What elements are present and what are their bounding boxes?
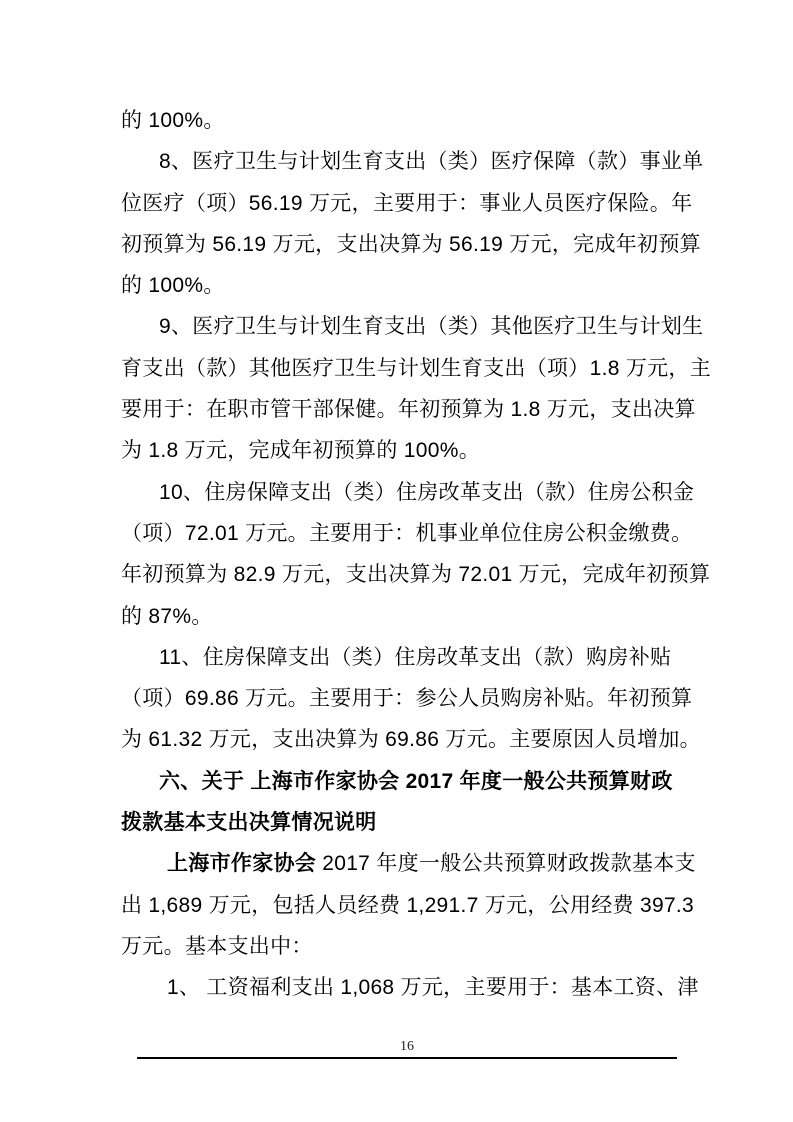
line-text: 9、医疗卫生与计划生育支出（类）其他医疗卫生与计划生: [159, 315, 704, 339]
line-text: 初预算为 56.19 万元，支出决算为 56.19 万元，完成年初预算: [121, 232, 701, 256]
text-line: [121, 554, 711, 595]
text-line: [121, 265, 685, 306]
text-line-item-10: [121, 472, 695, 513]
text-line: [121, 224, 701, 265]
line-text: 要用于：在职市管干部保健。年初预算为 1.8 万元，支出决算: [121, 398, 696, 422]
org-name-text: 上海市作家协会: [167, 852, 317, 876]
text-line: [121, 678, 693, 719]
line-text: （项）69.86 万元。主要用于：参公人员购房补贴。年初预算: [121, 687, 693, 711]
line-text: 2017 年度一般公共预算财政拨款基本支: [316, 852, 696, 876]
text-line-item-11: [121, 637, 685, 678]
line-text: 为 61.32 万元，支出决算为 69.86 万元。主要原因人员增加。: [121, 728, 701, 752]
text-line-item-1: [121, 967, 699, 1008]
line-text: 年初预算为 82.9 万元，支出决算为 72.01 万元，完成年初预算: [121, 563, 711, 587]
text-line: [121, 430, 685, 471]
text-line: [121, 100, 685, 141]
line-text: 的 100%。: [121, 274, 225, 298]
line-text: 万元。基本支出中：: [121, 934, 313, 958]
section-heading-line: [121, 761, 685, 802]
text-line: [121, 885, 695, 926]
text-line: [121, 389, 696, 430]
line-text: 的 100%。: [121, 109, 225, 132]
section-heading-line: [121, 802, 685, 843]
text-line: [121, 926, 685, 967]
text-line: [121, 719, 701, 760]
heading-text: 拨款基本支出决算情况说明: [121, 811, 377, 835]
line-text: 11、住房保障支出（类）住房改革支出（款）购房补贴: [159, 645, 672, 669]
text-line-item-9: [121, 306, 704, 347]
text-line: [121, 183, 693, 224]
line-text: 出 1,689 万元，包括人员经费 1,291.7 万元，公用经费 397.3: [121, 893, 695, 917]
document-body: [121, 100, 712, 1009]
line-text: 10、住房保障支出（类）住房改革支出（款）住房公积金: [159, 480, 695, 504]
text-line: [121, 596, 685, 637]
page-number: 16: [400, 1039, 414, 1054]
line-text: 1、 工资福利支出 1,068 万元，主要用于：基本工资、津: [167, 976, 699, 1000]
footer-divider: [137, 1057, 677, 1059]
line-text: 的 87%。: [121, 604, 213, 628]
text-line-org-intro: [121, 843, 696, 884]
text-line-item-8: [121, 141, 704, 182]
text-line: [121, 348, 712, 389]
heading-text: 六、关于 上海市作家协会 2017 年度一般公共预算财政: [159, 769, 673, 793]
line-text: 位医疗（项）56.19 万元，主要用于：事业人员医疗保险。年: [121, 191, 693, 215]
line-text: （项）72.01 万元。主要用于：机事业单位住房公积金缴费。: [121, 521, 693, 545]
line-text: 育支出（款）其他医疗卫生与计划生育支出（项）1.8 万元，主: [121, 356, 712, 380]
line-text: 8、医疗卫生与计划生育支出（类）医疗保障（款）事业单: [159, 150, 704, 174]
line-text: 为 1.8 万元，完成年初预算的 100%。: [121, 439, 481, 463]
text-line: [121, 513, 693, 554]
